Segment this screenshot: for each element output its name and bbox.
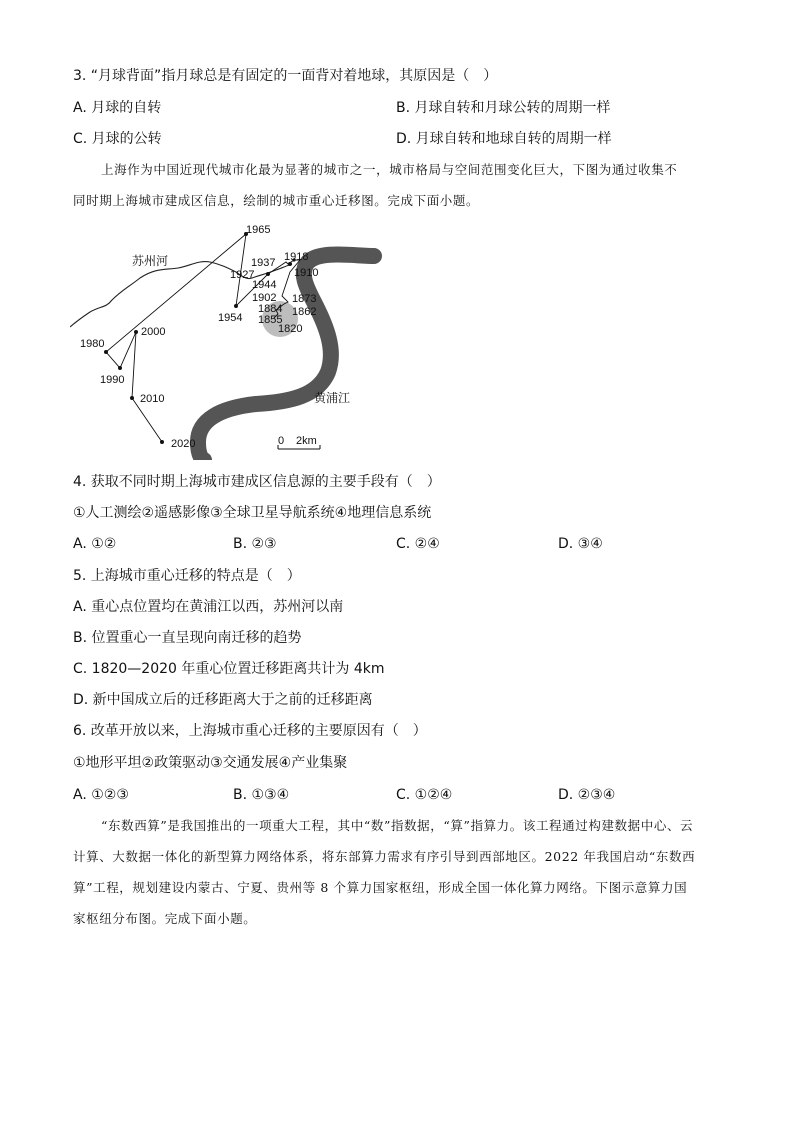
scale-bar: [278, 435, 320, 449]
passage-east-data-west-compute: [73, 810, 723, 934]
label-1965: 1965: [246, 224, 271, 236]
question-6-option-c: C. ①②④: [396, 787, 453, 803]
city-centroid-migration-map: [70, 220, 390, 460]
point-1954: [234, 304, 238, 308]
question-4-option-a: A. ①②: [73, 536, 117, 552]
passage-east-data-line-4: 家枢纽分布图。完成下面小题。: [73, 911, 257, 926]
question-4-option-c: C. ②④: [396, 536, 440, 552]
passage-shanghai: [73, 154, 723, 216]
question-5-option-d: D. 新中国成立后的迁移距离大于之前的迁移距离: [73, 692, 373, 708]
label-1820: 1820: [278, 323, 303, 335]
label-suzhou-river: 苏州河: [132, 254, 169, 268]
passage-east-data-line-3: 算”工程，规划建设内蒙古、宁夏、贵州等 8 个算力国家枢纽，形成全国一体化算力网络。下图示意算力国: [73, 880, 688, 895]
question-6-option-a: A. ①②③: [73, 787, 129, 803]
label-1918: 1918: [284, 251, 309, 263]
label-2010: 2010: [140, 393, 165, 405]
point-1927: [266, 272, 270, 276]
label-huangpu-river: 黄浦江: [314, 391, 351, 405]
question-4-option-b: B. ②③: [233, 536, 277, 552]
label-1855: 1855: [258, 314, 283, 326]
passage-east-data-line-1: “东数西算”是我国推出的一项重大工程，其中“数”指数据，“算”指算力。该工程通过构建数据中心、云: [101, 818, 694, 833]
question-4-items: ①人工测绘②遥感影像③全球卫星导航系统④地理信息系统: [73, 505, 432, 521]
label-1980: 1980: [80, 338, 105, 350]
question-4-stem: 4. 获取不同时期上海城市建成区信息源的主要手段有（ ）: [73, 474, 441, 490]
label-2020: 2020: [171, 438, 196, 450]
question-6-stem: 6. 改革开放以来，上海城市重心迁移的主要原因有（ ）: [73, 723, 427, 739]
label-1910: 1910: [294, 267, 319, 279]
label-1902: 1902: [252, 292, 277, 304]
label-1990: 1990: [100, 374, 125, 386]
point-2000: [134, 330, 138, 334]
point-2020: [160, 440, 164, 444]
label-1884: 1884: [258, 303, 283, 315]
label-2000: 2000: [141, 326, 166, 338]
label-1937: 1937: [251, 257, 276, 269]
question-4-option-d: D. ③④: [558, 536, 603, 552]
point-2010: [130, 396, 134, 400]
question-6-option-b: B. ①③④: [233, 787, 290, 803]
question-3-option-a: A. 月球的自转: [73, 100, 162, 116]
question-3-option-b: B. 月球自转和月球公转的周期一样: [396, 100, 611, 116]
label-1954: 1954: [218, 312, 243, 324]
passage-shanghai-line-2: 同时期上海城市建成区信息，绘制的城市重心迁移图。完成下面小题。: [73, 193, 480, 208]
question-5-option-b: B. 位置重心一直呈现向南迁移的趋势: [73, 630, 302, 646]
point-1980: [104, 350, 108, 354]
label-1927: 1927: [230, 269, 255, 281]
question-6-items: ①地形平坦②政策驱动③交通发展④产业集聚: [73, 755, 348, 771]
point-1990: [118, 366, 122, 370]
scale-zero: 0: [278, 435, 285, 447]
question-3-option-d: D. 月球自转和地球自转的周期一样: [396, 131, 612, 147]
question-3-option-c: C. 月球的公转: [73, 131, 162, 147]
question-5-option-c: C. 1820—2020 年重心位置迁移距离共计为 4km: [73, 661, 385, 677]
passage-east-data-line-2: 计算、大数据一体化的新型算力网络体系，将东部算力需求有序引导到西部地区。2022 年我国启动“东数西: [73, 849, 696, 864]
question-3-stem: 3. “月球背面”指月球总是有固定的一面背对着地球，其原因是（ ）: [73, 68, 498, 84]
passage-shanghai-line-1: 上海作为中国近现代城市化最为显著的城市之一，城市格局与空间范围变化巨大，下图为通过收集不: [101, 162, 678, 177]
label-1873: 1873: [292, 293, 317, 305]
label-1862: 1862: [292, 306, 317, 318]
label-1944: 1944: [252, 279, 277, 291]
question-5-stem: 5. 上海城市重心迁移的特点是（ ）: [73, 568, 301, 584]
question-5-option-a: A. 重心点位置均在黄浦江以西，苏州河以南: [73, 599, 344, 615]
question-6-option-d: D. ②③④: [558, 787, 616, 803]
scale-label: 2km: [296, 435, 317, 447]
